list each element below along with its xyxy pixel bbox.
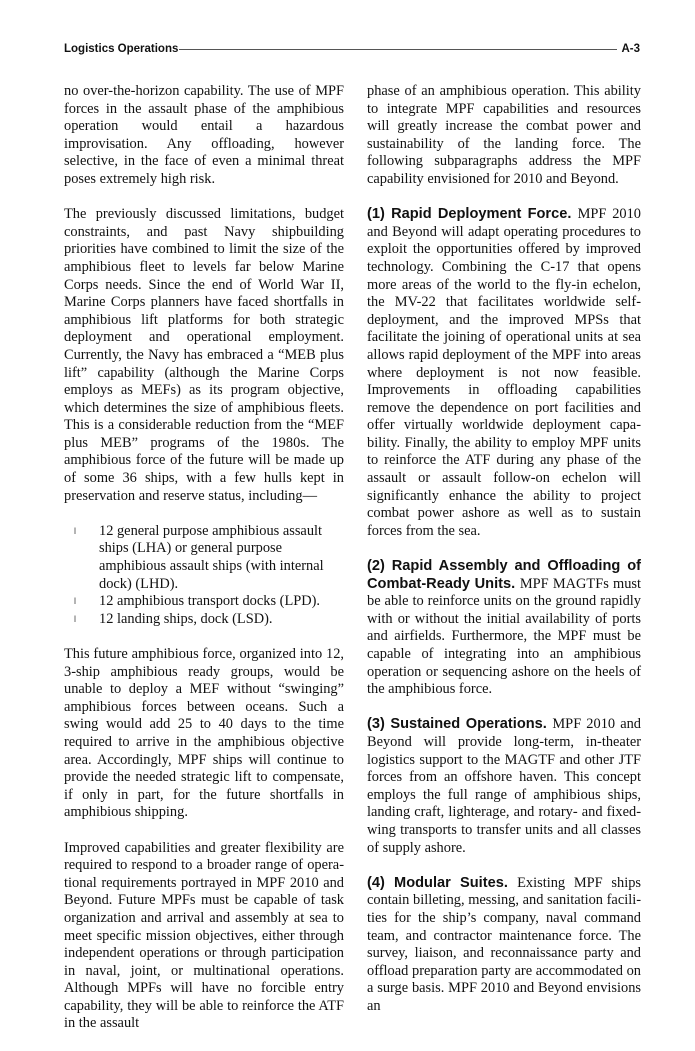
header-rule [179, 49, 617, 50]
bullet-icon: l [74, 596, 76, 607]
list-item [64, 611, 344, 629]
bullet-icon: l [74, 613, 76, 624]
section-title: Logistics Operations [64, 43, 179, 55]
subsection-body: Existing MPF ships contain billeting, messing, and sanitation facilities for the ship’s company, naval command team, and contractor maintenance force. The survey, liaison, and reconnaissance party and offload preparation party are accommodated on a surge basis. MPF 2010 and Beyond envisions an [367, 874, 641, 1014]
ship-list [64, 523, 344, 629]
right-column [367, 83, 641, 1033]
page-number: A-3 [621, 43, 640, 55]
paragraph: This future amphibious force, organized into 12, 3-ship amphibious ready groups, would be unable to deploy a MEF without “swinging” amphibious forces between oceans. Such a swing would add 25 to 40 days to the time required to arrive in the amphibious objective area. Accordingly, MPF ships will continue to provide the needed strategic lift to compensate, if only in part, for the future shortfalls in amphibious shipping. [64, 646, 344, 821]
running-header [64, 41, 640, 57]
subsection-heading: (2) Rapid Assembly and Offloading of Combat-Ready Units. [367, 558, 641, 592]
list-item-text: 12 amphibious transport docks (LPD). [99, 593, 321, 610]
list-item-text: 12 general purpose amphibious assault ships (LHA) or general purpose amphibious assault ships (with internal dock) (LHD). [99, 522, 324, 592]
left-column [64, 83, 344, 1051]
subsection-body: MPF 2010 and Beyond will adapt operating procedures to exploit the opportunities offered by improved technology. Combining the C-17 that opens more areas of the world to the fly-in echelon, the MV-22 that facilitates worldwide self-deployment, and the improved MPSs that facilitate the joining of operational units at sea allows rapid deployment of the MPF into areas where deployment is not now feasible. Improvements in offloading capabilities remove the dependence on port facilities and offer virtually worldwide deployment capability. Finally, the ability to employ MPF units to reinforce the ATF during any phase of the assault or assault follow-on echelon will significantly enhance the ability to project combat power ashore as well as to sustain forces from the sea. [367, 206, 641, 539]
subsection-body: MPF 2010 and Beyond will provide long-term, in-theater logistics support to the MAGTF and other JTF forces from an offshore haven. This concept employs the full range of amphibious ships, landing craft, lighterage, and rotary- and fixed-wing transports to transfer units and all classes of supply ashore. [367, 716, 641, 856]
subsection-rapid-assembly [367, 558, 641, 699]
subsection-modular-suites [367, 875, 641, 1016]
subsection-body: MPF MAGTFs must be able to reinforce units on the ground rapidly with or without the initial availability of ports and airfields. Furthermore, the MPF must be capable of integrating into an amphibious operation or sequencing ashore on the heels of the amphibious force. [367, 575, 641, 698]
bullet-icon: l [74, 525, 76, 536]
subsection-heading: (4) Modular Suites. [367, 874, 518, 891]
paragraph: Improved capabilities and greater flexibility are required to respond to a broader range of operational requirements portrayed in MPF 2010 and Beyond. Future MPFs must be capable of task organization and arrival and assembly at sea to meet specific mission objectives, either through independent operations or through participation in naval, joint, or multinational operations. Although MPFs will have no forcible entry capability, they will be able to reinforce the ATF in the assault [64, 839, 344, 1032]
subsection-heading: (1) Rapid Deployment Force. [367, 206, 578, 223]
paragraph: phase of an amphibious operation. This ability to integrate MPF capabilities and resources will greatly increase the combat power and sustainability of the landing force. The following subparagraphs address the MPF capability envisioned for 2010 and Beyond. [367, 83, 641, 187]
paragraph: The previously discussed limitations, budget constraints, and past Navy shipbuilding priorities have combined to limit the size of the amphibious fleet to levels far below Marine Corps needs. Since the end of World War II, Marine Corps planners have faced shortfalls in amphibious lift platforms for both strategic deployment and operational employment. Currently, the Navy has embraced a “MEB plus lift” capability (although the Marine Corps employs as MEFs) as its program objective, which determines the size of amphibious fleets. This is a considerable reduction from the “MEF plus MEB” programs of the 1980s. The amphibious force of the future will be made up of some 36 ships, with a few hulls kept in preservation and reserve status, including— [64, 206, 344, 504]
subsection-heading: (3) Sustained Operations. [367, 716, 553, 733]
list-item [64, 523, 344, 593]
subsection-sustained-operations [367, 716, 641, 857]
list-item-text: 12 landing ships, dock (LSD). [99, 610, 273, 627]
paragraph: no over-the-horizon capability. The use of MPF forces in the assault phase of the amphibious operation would entail a hazardous improvisation. Any offloading, however selective, in the face of even a minimal threat poses extremely high risk. [64, 83, 344, 187]
subsection-rapid-deployment [367, 206, 641, 540]
list-item [64, 593, 344, 611]
